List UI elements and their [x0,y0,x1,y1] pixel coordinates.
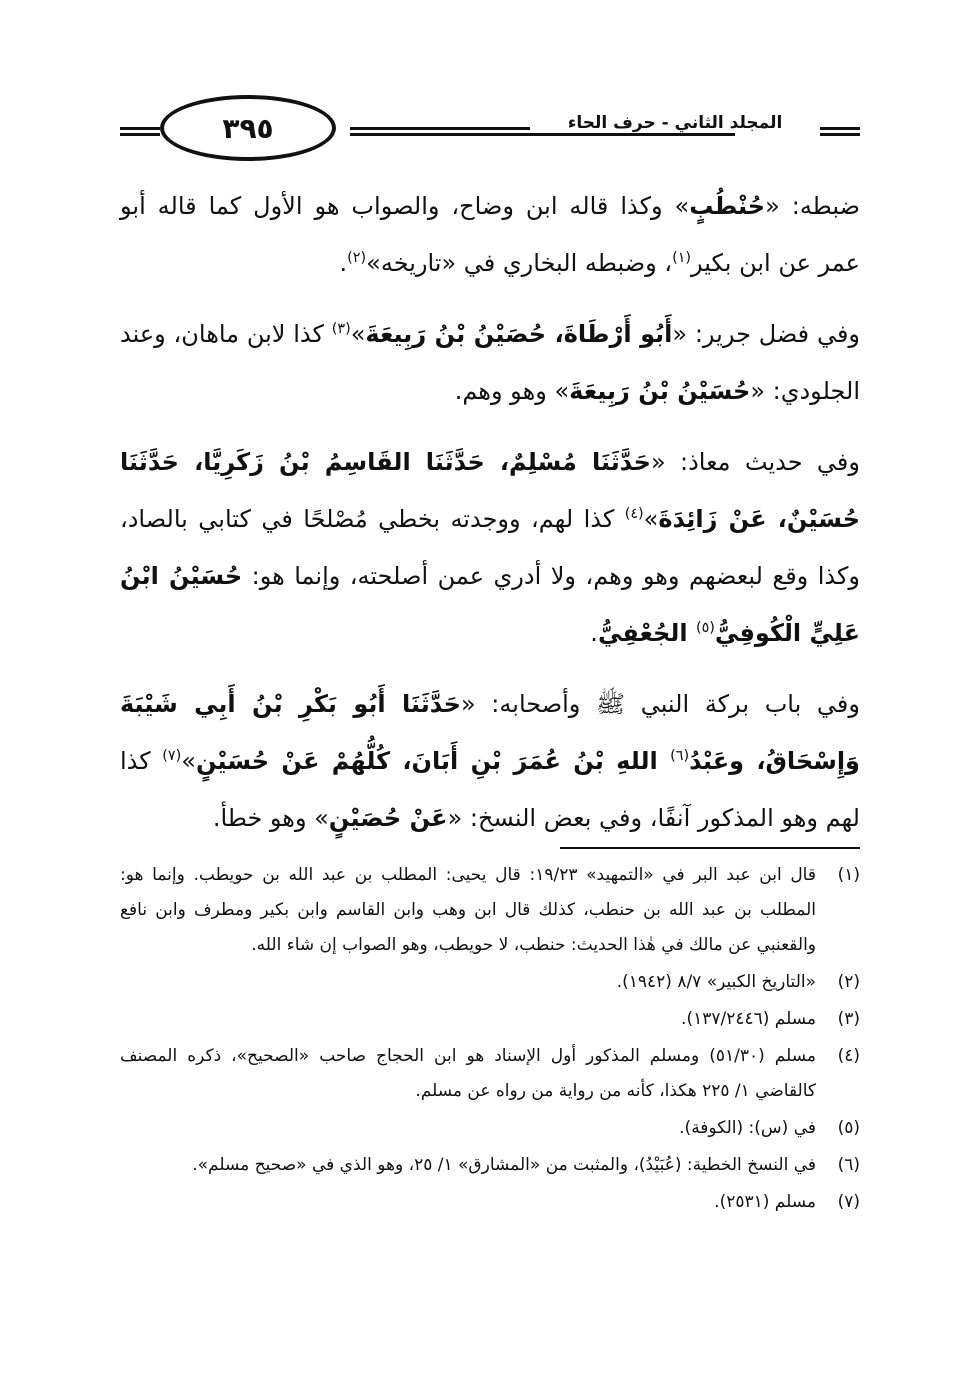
hadith-text: الجُعْفِيُّ [597,619,696,647]
text-run: كذا لهم، ووجدته بخطي مُصْلحًا في كتابي بالصاد، وكذا وقع لبعضهم وهو وهم، ولا أدري عمن أصلحته، وإنما هو: [120,505,860,590]
hadith-text: حُسَيْنُ ابْنُ عَلِيٍّ الْكُوفِيُّ [120,562,860,647]
footnote-ref-5[interactable]: (٥) [695,620,715,636]
text-run: وفي فضل جرير: « [672,320,861,348]
hadith-text: اللهِ بْنُ عُمَرَ بْنِ أَبَانَ، كُلُّهُمْ عَنْ حُسَيْنٍ [195,747,671,775]
footnote-ref-6[interactable]: (٦) [670,748,690,764]
footnote-number: (٢) [837,972,860,992]
footnote-number: (٧) [837,1192,860,1212]
footnote-number: (٦) [837,1155,860,1175]
footnote-text: في النسخ الخطية: (عُبَيْدُ)، والمثبت من «المشارق» ١/ ٢٥، وهو الذي في «صحيح مسلم». [192,1155,816,1175]
footnote-number: (٣) [837,1009,860,1029]
text-run: كذا لابن ماهان، وعند الجلودي: « [120,320,860,405]
text-run: وفي باب بركة النبي ﷺ وأصحابه: « [460,690,860,718]
footnote-text: «التاريخ الكبير» ٨/٧ (١٩٤٢). [616,972,816,992]
text-run: » وهو خطأ. [212,804,329,832]
main-text [120,178,860,861]
header-rule-left [120,127,160,139]
footnote-item [120,1002,860,1037]
footnote-item [120,1148,860,1183]
text-run: . [339,249,348,277]
footnote-text: مسلم (١٣٧/٢٤٤٦). [681,1009,816,1029]
paragraph-4 [120,676,860,847]
footnote-item [120,858,860,963]
footnote-text: مسلم (٥١/٣٠) ومسلم المذكور أول الإسناد هو ابن الحجاج صاحب «الصحيح»، ذكره المصنف كالقاضي ١/ ٢٢٥ هكذا، كأنه من رواية من رواه عن مسلم. [120,1046,817,1101]
hadith-text: أَبُو أَرْطَاةَ، حُصَيْنُ بْنُ رَبِيعَةَ [365,320,673,348]
paragraph-2 [120,306,860,420]
hadith-text: حَدَّثَنَا مُسْلِمٌ، حَدَّثَنَا القَاسِمُ بْنُ زَكَرِيَّا، حَدَّثَنَا حُسَيْنٌ، عَنْ زَائِدَةَ [120,448,860,533]
footnote-ref-3[interactable]: (٣) [331,321,351,337]
hadith-text: حَدَّثَنَا أَبُو بَكْرِ بْنُ أَبِي شَيْبَةَ وَإِسْحَاقُ، وعَبْدُ [120,690,860,775]
footnote-item [120,965,860,1000]
text-run: كذا لهم وهو المذكور آنفًا، وفي بعض النسخ: « [120,747,860,832]
footnote-text: مسلم (٢٥٣١). [714,1192,816,1212]
footnote-item [120,1039,860,1109]
paragraph-1 [120,178,860,292]
page-header [120,95,860,165]
page-number: ٣٩٥ [160,95,336,161]
text-run: » وهو وهم. [454,377,570,405]
hadith-text: حُنْطُبٍ [689,192,766,220]
footnote-separator [560,847,860,849]
footnote-ref-4[interactable]: (٤) [624,506,644,522]
text-run: ضبطه: « [765,192,860,220]
text-run: » [181,747,196,775]
text-run: وفي حديث معاذ: « [650,448,860,476]
text-run: » وكذا قاله ابن وضاح، والصواب هو الأول كما قاله أبو عمر عن ابن بكير [120,192,860,277]
footnote-ref-7[interactable]: (٧) [162,748,182,764]
footnotes [120,858,860,1222]
footnote-text: قال ابن عبد البر في «التمهيد» ١٩/٢٣: قال يحيى: المطلب بن عبد الله بن حويطب. وإنما هو: المطلب بن عبد الله بن حنطب، كذلك قال ابن وهب وابن القاسم وابن بكير ومطرف وابن نافع والقعنبي عن مالك في هٰذا الحديث: حنطب، لا حويطب، وهو الصواب إن شاء الله. [120,865,816,955]
footnote-text: في (س): (الكوفة). [679,1118,816,1138]
text-run: ، وضبطه البخاري في «تاريخه» [366,249,673,277]
footnote-ref-2[interactable]: (٢) [347,250,367,266]
footnote-ref-1[interactable]: (١) [672,250,692,266]
hadith-text: حُسَيْنُ بْنُ رَبِيعَةَ [569,377,751,405]
footnote-number: (١) [837,865,860,885]
text-run: » [643,505,659,533]
footnote-number: (٥) [837,1118,860,1138]
header-rule-right [820,127,860,139]
text-run: . [590,619,598,647]
paragraph-3 [120,434,860,662]
running-head: المجلد الثاني - حرف الحاء [530,113,820,133]
footnote-item [120,1185,860,1220]
footnote-item [120,1111,860,1146]
footnote-number: (٤) [837,1046,860,1066]
hadith-text: عَنْ حُصَيْنٍ [328,804,448,832]
text-run: » [350,320,366,348]
